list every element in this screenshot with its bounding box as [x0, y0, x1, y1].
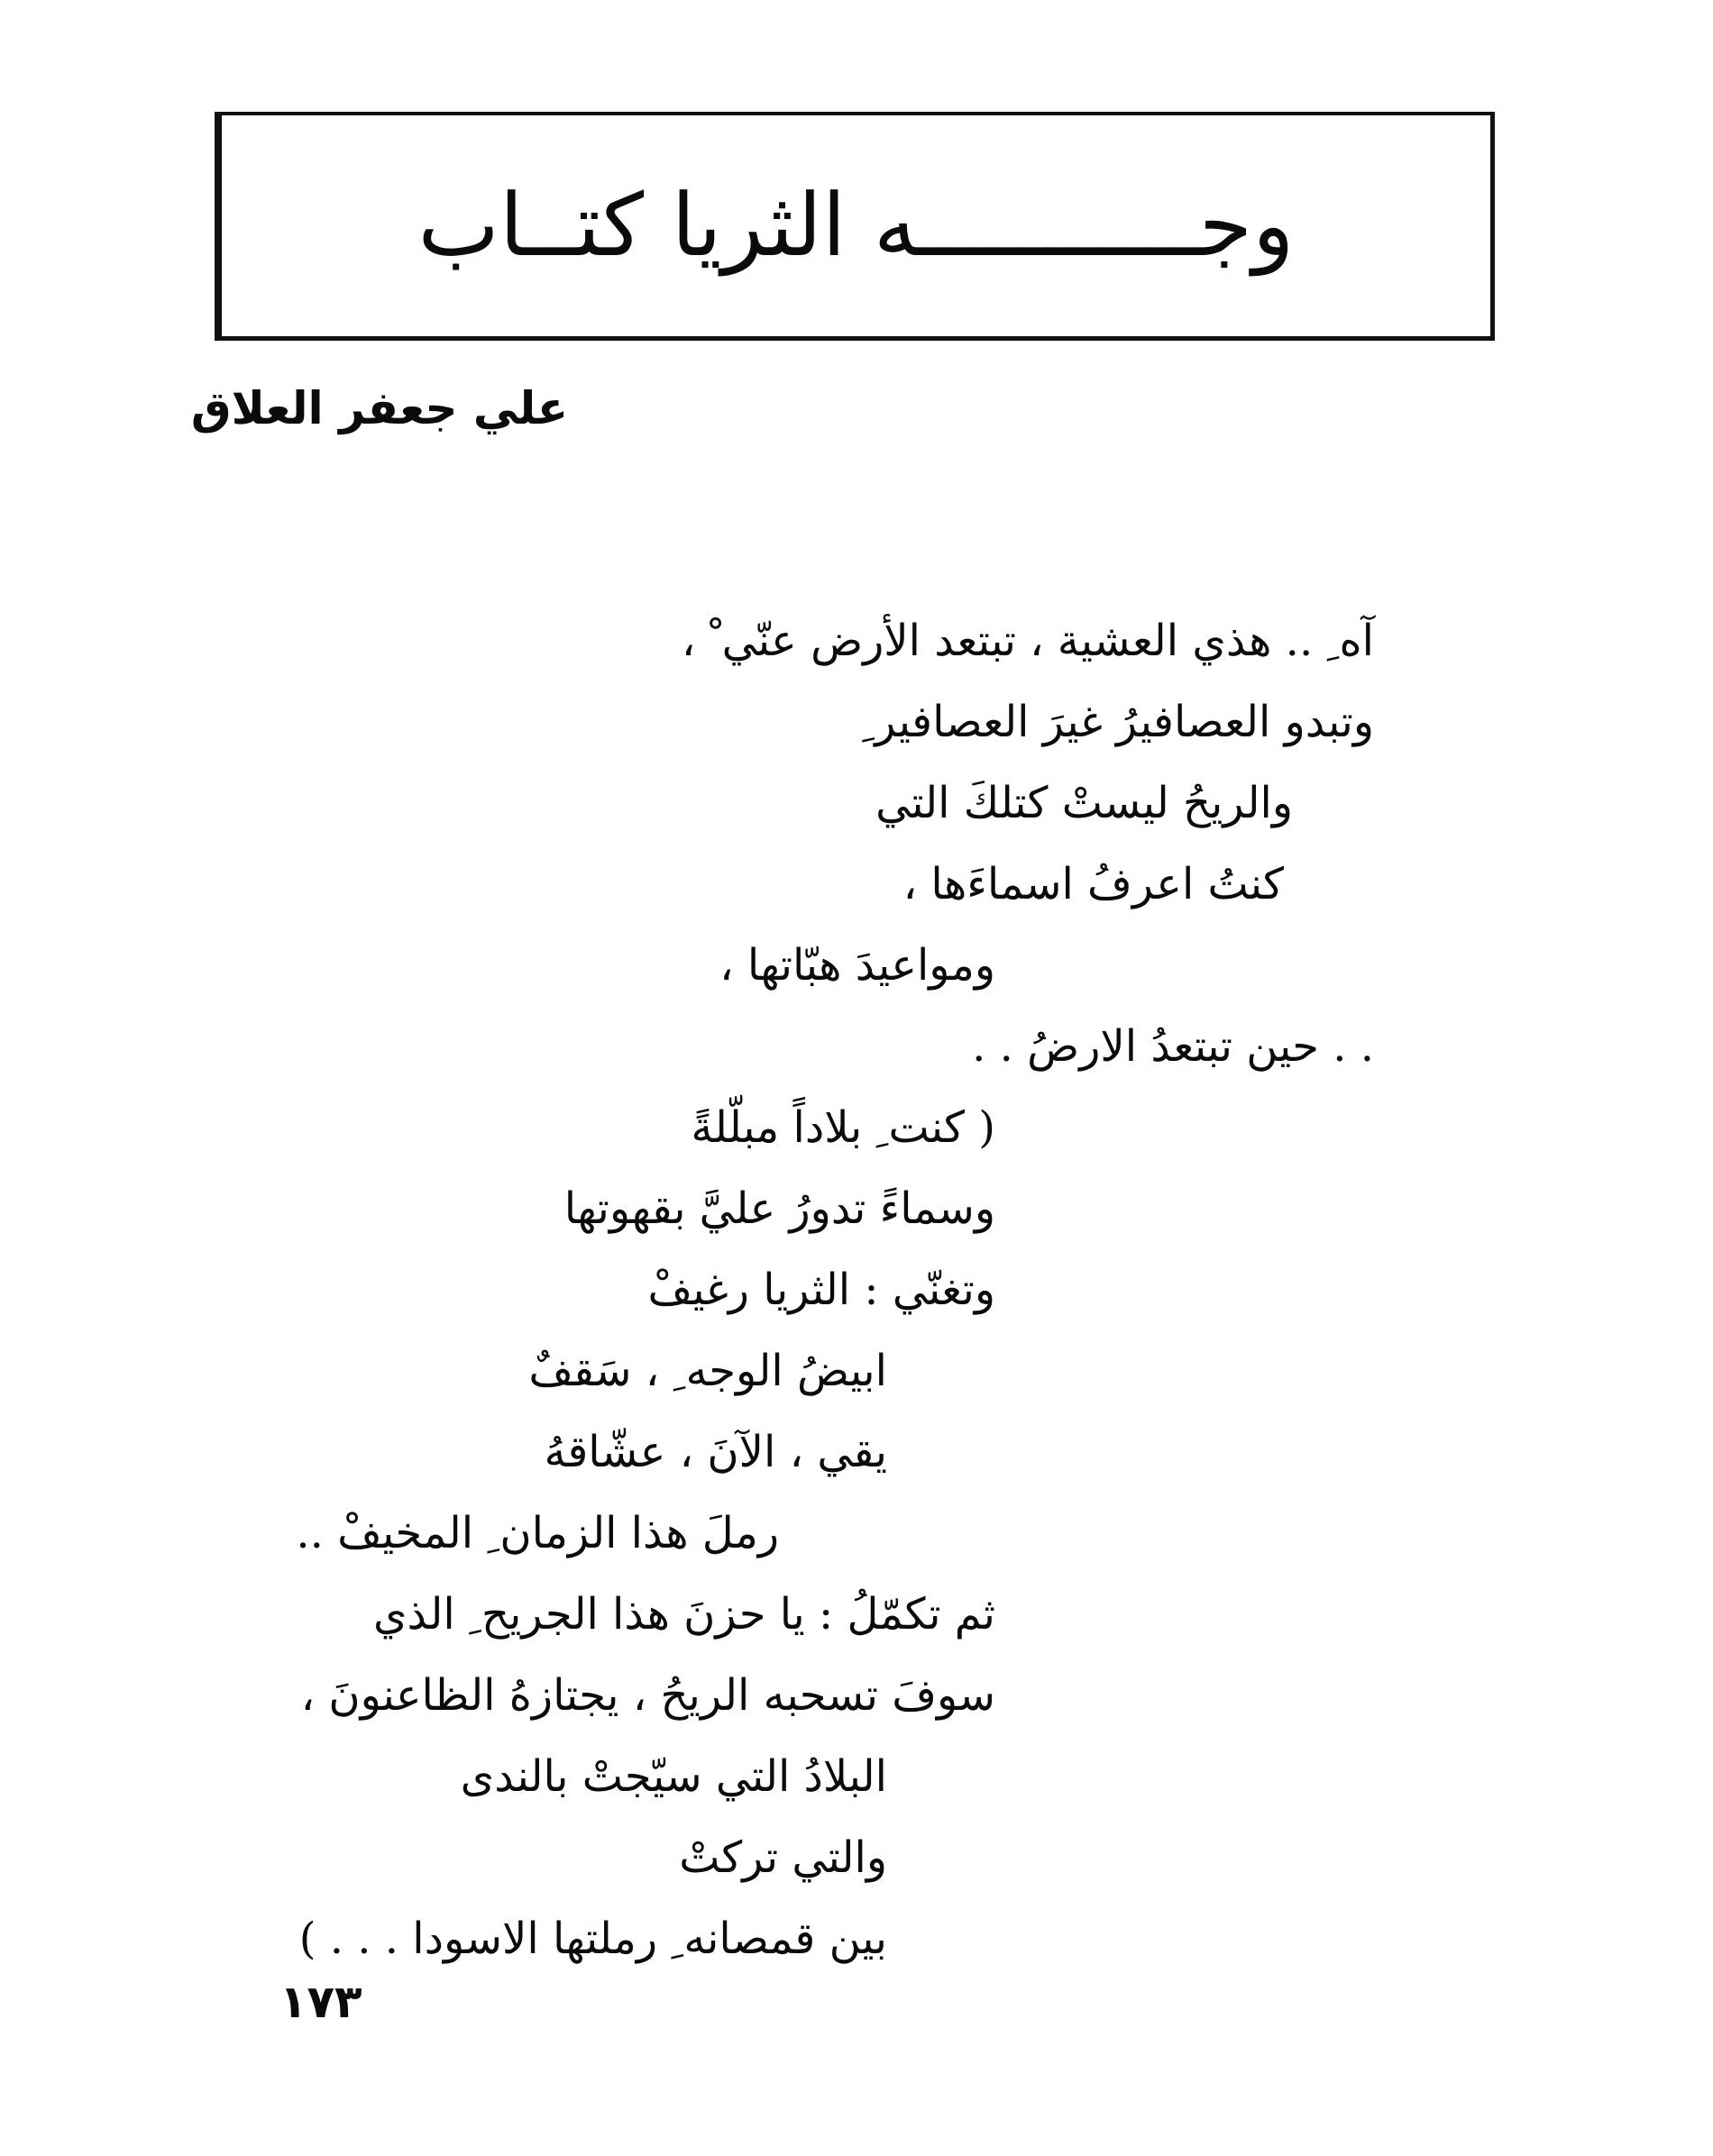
author-name: علي جعفر العلاق — [190, 382, 568, 434]
poem-line: بين قمصانه ِ رملتها الاسودا . . . ) — [298, 1914, 887, 1964]
poem-line: وتبدو العصافيرُ غيرَ العصافير ِ — [862, 697, 1374, 747]
page-title: وجـــــــــــه الثريا كتــاب — [417, 175, 1295, 276]
poem-line: البلادُ التي سيّجتْ بالندى — [460, 1751, 887, 1802]
poem-line: آه ِ .. هذي العشية ، تبتعد الأرض عنّي ْ ، — [681, 616, 1374, 666]
poem-line: ابيضُ الوجه ِ ، سَقفٌ — [528, 1346, 887, 1396]
poem-line: رملَ هذا الزمان ِ المخيفْ .. — [296, 1508, 779, 1558]
poem-line: وسماءً تدورُ عليَّ بقهوتها — [563, 1183, 995, 1234]
poem-line: يقي ، الآنَ ، عشّاقهُ — [544, 1427, 887, 1477]
title-frame — [215, 112, 1495, 341]
poem-line: وتغنّي : الثريا رغيفْ — [647, 1265, 995, 1315]
poem-line: والتي تركتْ — [679, 1832, 887, 1883]
poem-line: والريحُ ليستْ كتلكَ التي — [875, 778, 1293, 828]
poem-line: . . حين تبتعدُ الارضُ . . — [972, 1021, 1374, 1072]
poem-line: ( كنت ِ بلاداً مبلّلةً — [691, 1102, 995, 1153]
poem-line: سوفَ تسحبه الريحُ ، يجتازهُ الظاعنونَ ، — [300, 1670, 995, 1721]
poem-line: ثم تكمّلُ : يا حزنَ هذا الجريح ِ الذي — [372, 1589, 995, 1640]
poem-line: ومواعيدَ هبّاتها ، — [719, 940, 995, 991]
page-number: ١٧٣ — [279, 1976, 362, 2028]
poem-line: كنتُ اعرفُ اسماءَها ، — [902, 859, 1284, 909]
